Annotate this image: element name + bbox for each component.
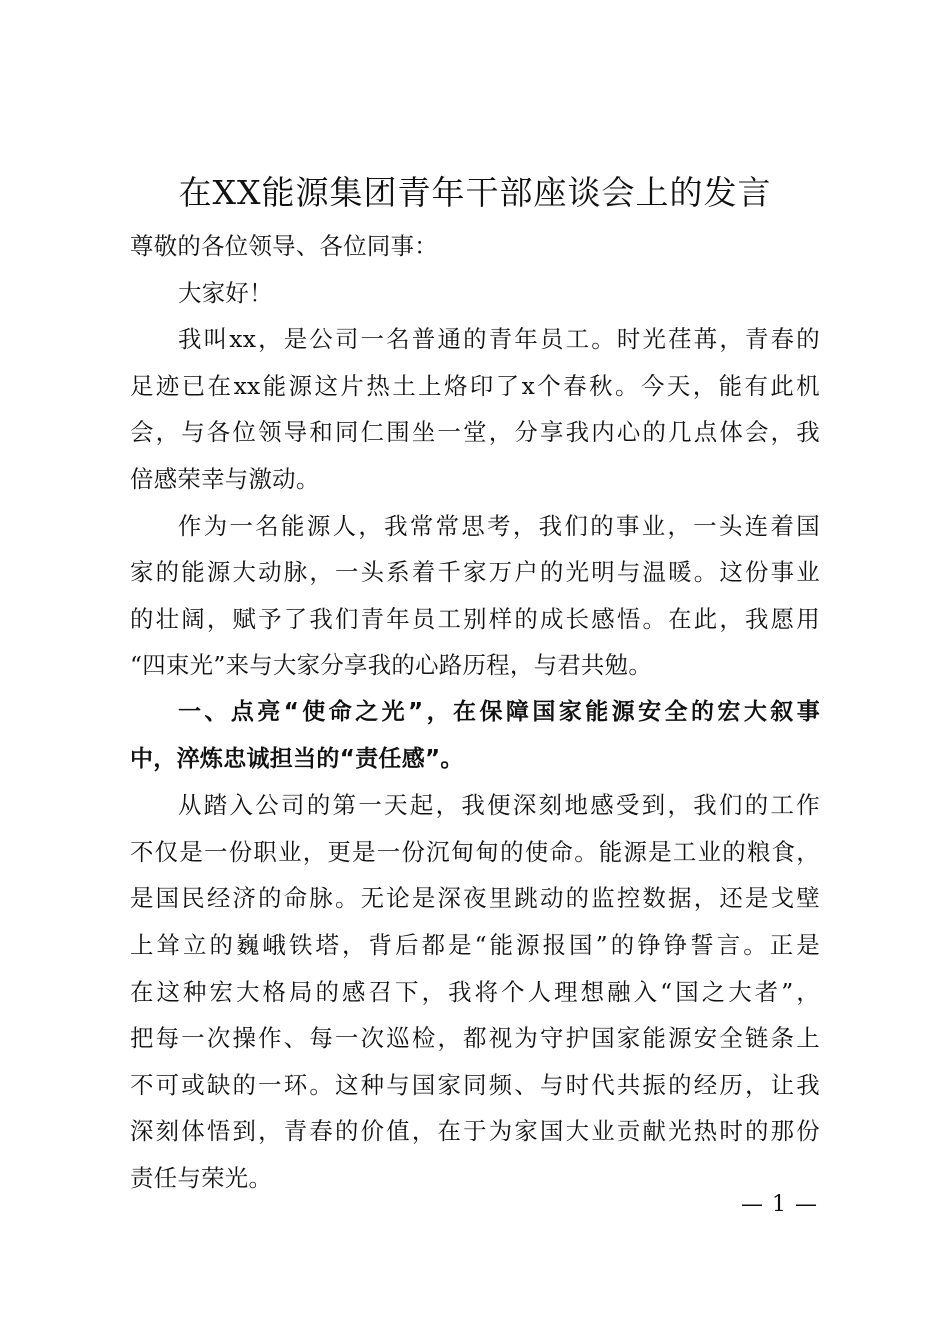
heading-line: 中，淬炼忠诚担当的“责任感”。 <box>130 745 464 772</box>
greeting: 大家好！ <box>178 278 273 307</box>
page-number: — 1 — <box>741 1192 818 1217</box>
paragraph-line: 我叫xx，是公司一名普通的青年员工。时光荏苒，青春的 <box>178 325 820 354</box>
paragraph-line: 的壮阔，赋予了我们青年员工别样的成长感悟。在此，我愿用 <box>130 604 820 633</box>
paragraph-line: 把每一次操作、每一次巡检，都视为守护国家能源安全链条上 <box>130 1024 820 1053</box>
paragraph-mission <box>130 782 820 1201</box>
salutation: 尊敬的各位领导、各位同事： <box>130 232 438 260</box>
paragraph-line: 从踏入公司的第一天起，我便深刻地感受到，我们的工作 <box>178 791 820 820</box>
paragraph-line: 是国民经济的命脉。无论是深夜里跳动的监控数据，还是戈壁 <box>130 884 820 913</box>
paragraph-line: 上耸立的巍峨铁塔，背后都是“能源报国”的铮铮誓言。正是 <box>130 930 820 959</box>
paragraph-line: 倍感荣幸与激动。 <box>130 464 320 493</box>
section-heading-one <box>130 689 820 782</box>
paragraph-reflection <box>130 503 820 689</box>
paragraph-line: 作为一名能源人，我常常思考，我们的事业，一头连着国 <box>178 511 820 540</box>
paragraph-line: 不可或缺的一环。这种与国家同频、与时代共振的经历，让我 <box>130 1070 820 1099</box>
paragraph-line: 深刻体悟到，青春的价值，在于为家国大业贡献光热时的那份 <box>130 1117 820 1146</box>
paragraph-line: 不仅是一份职业，更是一份沉甸甸的使命。能源是工业的粮食， <box>130 837 820 866</box>
paragraph-line: 家的能源大动脉，一头系着千家万户的光明与温暖。这份事业 <box>130 558 820 587</box>
paragraph-line: 会，与各位领导和同仁围坐一堂，分享我内心的几点体会，我 <box>130 418 820 447</box>
document-body <box>130 223 820 1201</box>
paragraph-introduction <box>130 316 820 502</box>
paragraph-line: “四束光”来与大家分享我的心路历程，与君共勉。 <box>130 651 653 680</box>
paragraph-line: 责任与荣光。 <box>130 1163 273 1192</box>
heading-line: 一、点亮“使命之光”，在保障国家能源安全的宏大叙事 <box>178 698 820 725</box>
document-title: 在XX能源集团青年干部座谈会上的发言 <box>178 173 772 212</box>
paragraph-line: 在这种宏大格局的感召下，我将个人理想融入“国之大者”， <box>130 977 820 1006</box>
paragraph-line: 足迹已在xx能源这片热土上烙印了x个春秋。今天，能有此机 <box>130 371 820 400</box>
